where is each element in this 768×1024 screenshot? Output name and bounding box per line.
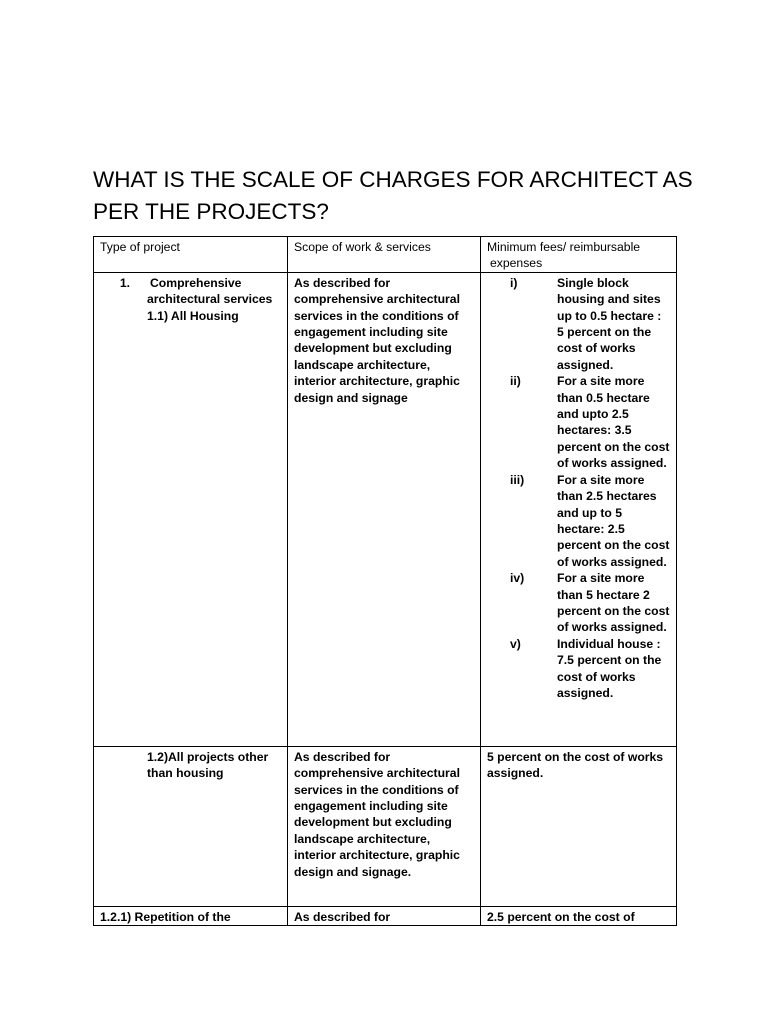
fee-text: For a site more than 5 hectare 2 percent on the cost of works assigned. <box>557 571 670 635</box>
fee-marker: v) <box>510 636 521 651</box>
row1-type-line2: architectural services <box>147 292 273 307</box>
row2-type-cell <box>94 746 288 906</box>
fee-marker: i) <box>510 275 518 290</box>
fee-marker: iv) <box>510 571 525 586</box>
row1-type-cell <box>94 272 288 746</box>
table-header-row <box>94 237 677 273</box>
row1-number: 1. <box>119 275 131 290</box>
page-title <box>93 164 693 228</box>
row2-fees-cell <box>481 746 677 906</box>
fee-text: For a site more than 2.5 hectares and up to 5 hectare: 2.5 percent on the cost of works assigned. <box>557 472 670 569</box>
list-item <box>487 472 670 570</box>
row3-fees-text: 2.5 percent on the cost of <box>487 909 635 924</box>
table-row <box>94 272 677 746</box>
row2-scope-cell <box>288 746 481 906</box>
fee-text: For a site more than 0.5 hectare and upto 2.5 hectares: 3.5 percent on the cost of works assigned. <box>557 374 670 471</box>
row3-scope-text: As described for <box>294 909 391 924</box>
row1-fees-cell <box>481 272 677 746</box>
list-item <box>487 373 670 471</box>
list-item <box>487 570 670 636</box>
header-col3-line2: expenses <box>490 256 543 271</box>
row2-type-line2: than housing <box>147 766 224 781</box>
charges-table <box>93 236 677 926</box>
header-scope <box>288 237 481 273</box>
title-line-1: WHAT IS THE SCALE OF CHARGES FOR ARCHITECT AS <box>93 167 693 192</box>
row1-type-line1: Comprehensive <box>150 275 242 290</box>
table-row <box>94 746 677 906</box>
row2-fees-text: 5 percent on the cost of works assigned. <box>487 749 664 781</box>
header-type-of-project <box>94 237 288 273</box>
row3-fees-cell <box>481 906 677 925</box>
row2-scope-text: As described for comprehensive architectural services in the conditions of engagement including site development but excluding landscape architecture, interior architecture, graphic design and signage. <box>294 749 460 879</box>
header-col1-text: Type of project <box>100 240 180 254</box>
row2-type-line1: 1.2)All projects other <box>147 749 269 764</box>
row3-type-cell <box>94 906 288 925</box>
title-line-2: PER THE PROJECTS? <box>93 199 329 224</box>
row1-scope-text: As described for comprehensive architectural services in the conditions of engagement including site development but excluding landscape architecture, interior architecture, graphic design and signage <box>294 275 460 405</box>
fee-marker: iii) <box>510 472 525 487</box>
fee-marker: ii) <box>510 374 521 389</box>
row1-scope-cell <box>288 272 481 746</box>
row1-fees-list <box>487 275 670 702</box>
table-row <box>94 906 677 925</box>
row3-scope-cell <box>288 906 481 925</box>
header-col3-line1: Minimum fees/ reimbursable <box>487 240 641 254</box>
fee-text: Individual house : 7.5 percent on the cost of works assigned. <box>557 636 662 700</box>
list-item <box>487 636 670 702</box>
row3-type-text: 1.2.1) Repetition of the <box>100 909 231 924</box>
list-item <box>487 275 670 373</box>
header-col2-text: Scope of work & services <box>294 240 431 254</box>
fee-text: Single block housing and sites up to 0.5 hectare : 5 percent on the cost of works assigned. <box>557 275 662 372</box>
row1-type-line3: 1.1) All Housing <box>147 308 239 323</box>
header-minimum-fees <box>481 237 677 273</box>
